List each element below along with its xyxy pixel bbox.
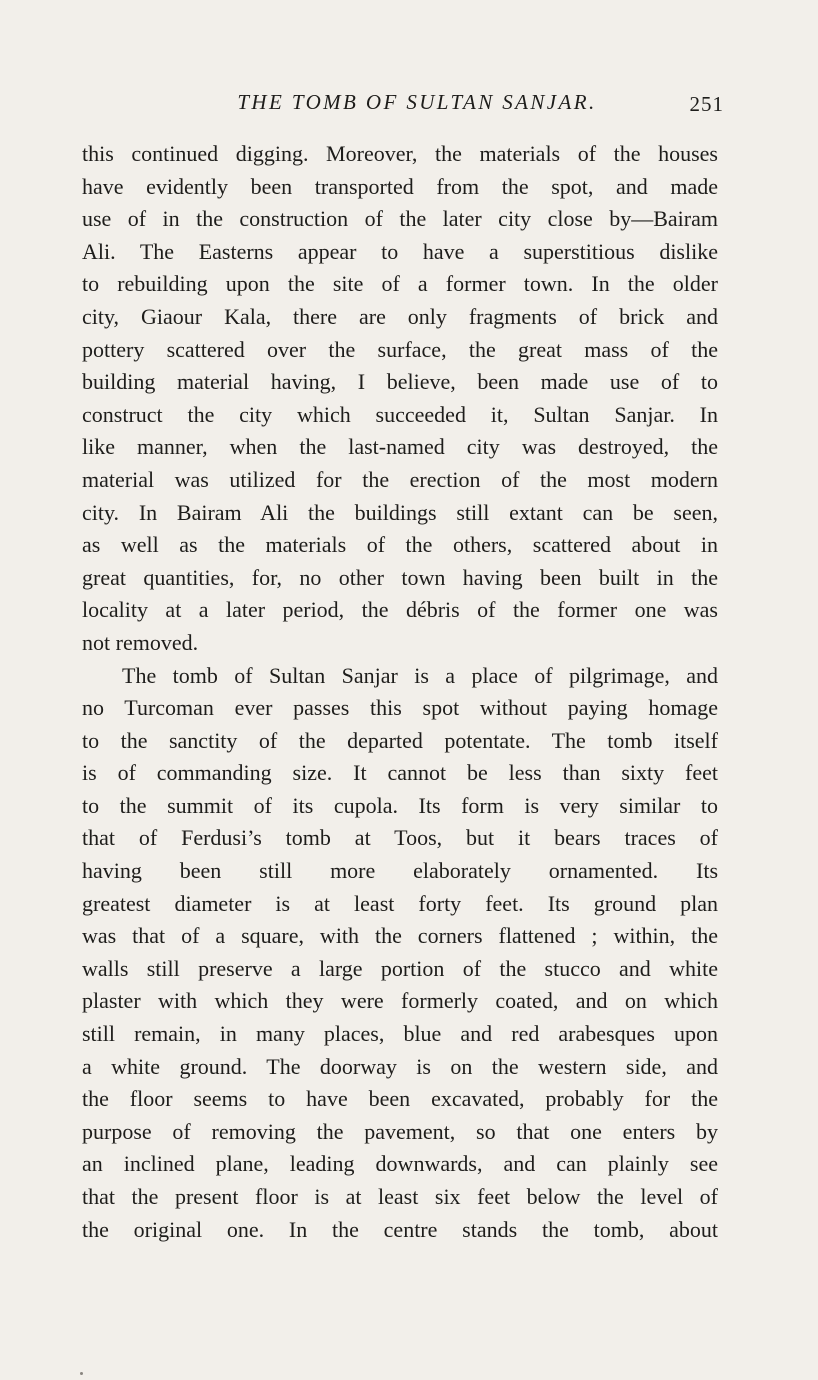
text-line: as well as the materials of the others, scattered about in	[82, 532, 718, 558]
text-line: have evidently been transported from the spot, and made	[82, 173, 718, 199]
page-number: 251	[689, 92, 724, 116]
text-line: Ali. The Easterns appear to have a superstitious dislike	[82, 238, 718, 264]
text-line: an inclined plane, leading downwards, and can plainly see	[82, 1151, 718, 1177]
text-line: great quantities, for, no other town having been built in the	[82, 564, 718, 590]
text-line: was that of a square, with the corners flattened ; within, the	[82, 923, 718, 949]
text-line: is of commanding size. It cannot be less than sixty feet	[82, 760, 718, 786]
text-line: pottery scattered over the surface, the great mass of the	[82, 336, 718, 362]
text-line: a white ground. The doorway is on the western side, and	[82, 1053, 718, 1079]
text-line: this continued digging. Moreover, the materials of the houses	[82, 141, 718, 166]
text-line: city, Giaour Kala, there are only fragments of brick and	[82, 303, 718, 329]
text-line: building material having, I believe, been made use of to	[82, 369, 718, 395]
text-line: locality at a later period, the débris of the former one was	[82, 597, 718, 623]
text-line: that of Ferdusi’s tomb at Toos, but it bears traces of	[82, 825, 718, 851]
text-line: material was utilized for the erection of the most modern	[82, 466, 718, 492]
chapter-title: THE TOMB OF SULTAN SANJAR.	[237, 90, 597, 114]
text-line: walls still preserve a large portion of the stucco and white	[82, 955, 718, 981]
text-line: use of in the construction of the later city close by—Bairam	[82, 206, 718, 232]
text-line: still remain, in many places, blue and red arabesques upon	[82, 1021, 718, 1047]
text-line: construct the city which succeeded it, Sultan Sanjar. In	[82, 401, 718, 427]
paper-speck	[80, 1372, 83, 1375]
text-line: that the present floor is at least six feet below the level of	[82, 1184, 718, 1209]
text-line: The tomb of Sultan Sanjar is a place of pilgrimage, and	[122, 662, 718, 688]
text-line: no Turcoman ever passes this spot without paying homage	[82, 695, 718, 721]
text-line: purpose of removing the pavement, so that one enters by	[82, 1118, 718, 1144]
text-line: like manner, when the last-named city was destroyed, the	[82, 434, 718, 460]
text-line: plaster with which they were formerly coated, and on which	[82, 988, 718, 1014]
text-line: greatest diameter is at least forty feet. Its ground plan	[82, 890, 718, 916]
body-text	[82, 138, 718, 1246]
text-line: the floor seems to have been excavated, probably for the	[82, 1086, 718, 1112]
text-line: to rebuilding upon the site of a former town. In the older	[82, 271, 718, 297]
text-line: to the summit of its cupola. Its form is very similar to	[82, 792, 718, 818]
text-line: having been still more elaborately ornamented. Its	[82, 858, 718, 884]
text-line: the original one. In the centre stands the tomb, about	[82, 1216, 718, 1242]
text-line: city. In Bairam Ali the buildings still extant can be seen,	[82, 499, 718, 525]
text-line: to the sanctity of the departed potentate. The tomb itself	[82, 727, 718, 753]
text-line: not removed.	[82, 629, 199, 655]
running-head	[82, 90, 734, 120]
